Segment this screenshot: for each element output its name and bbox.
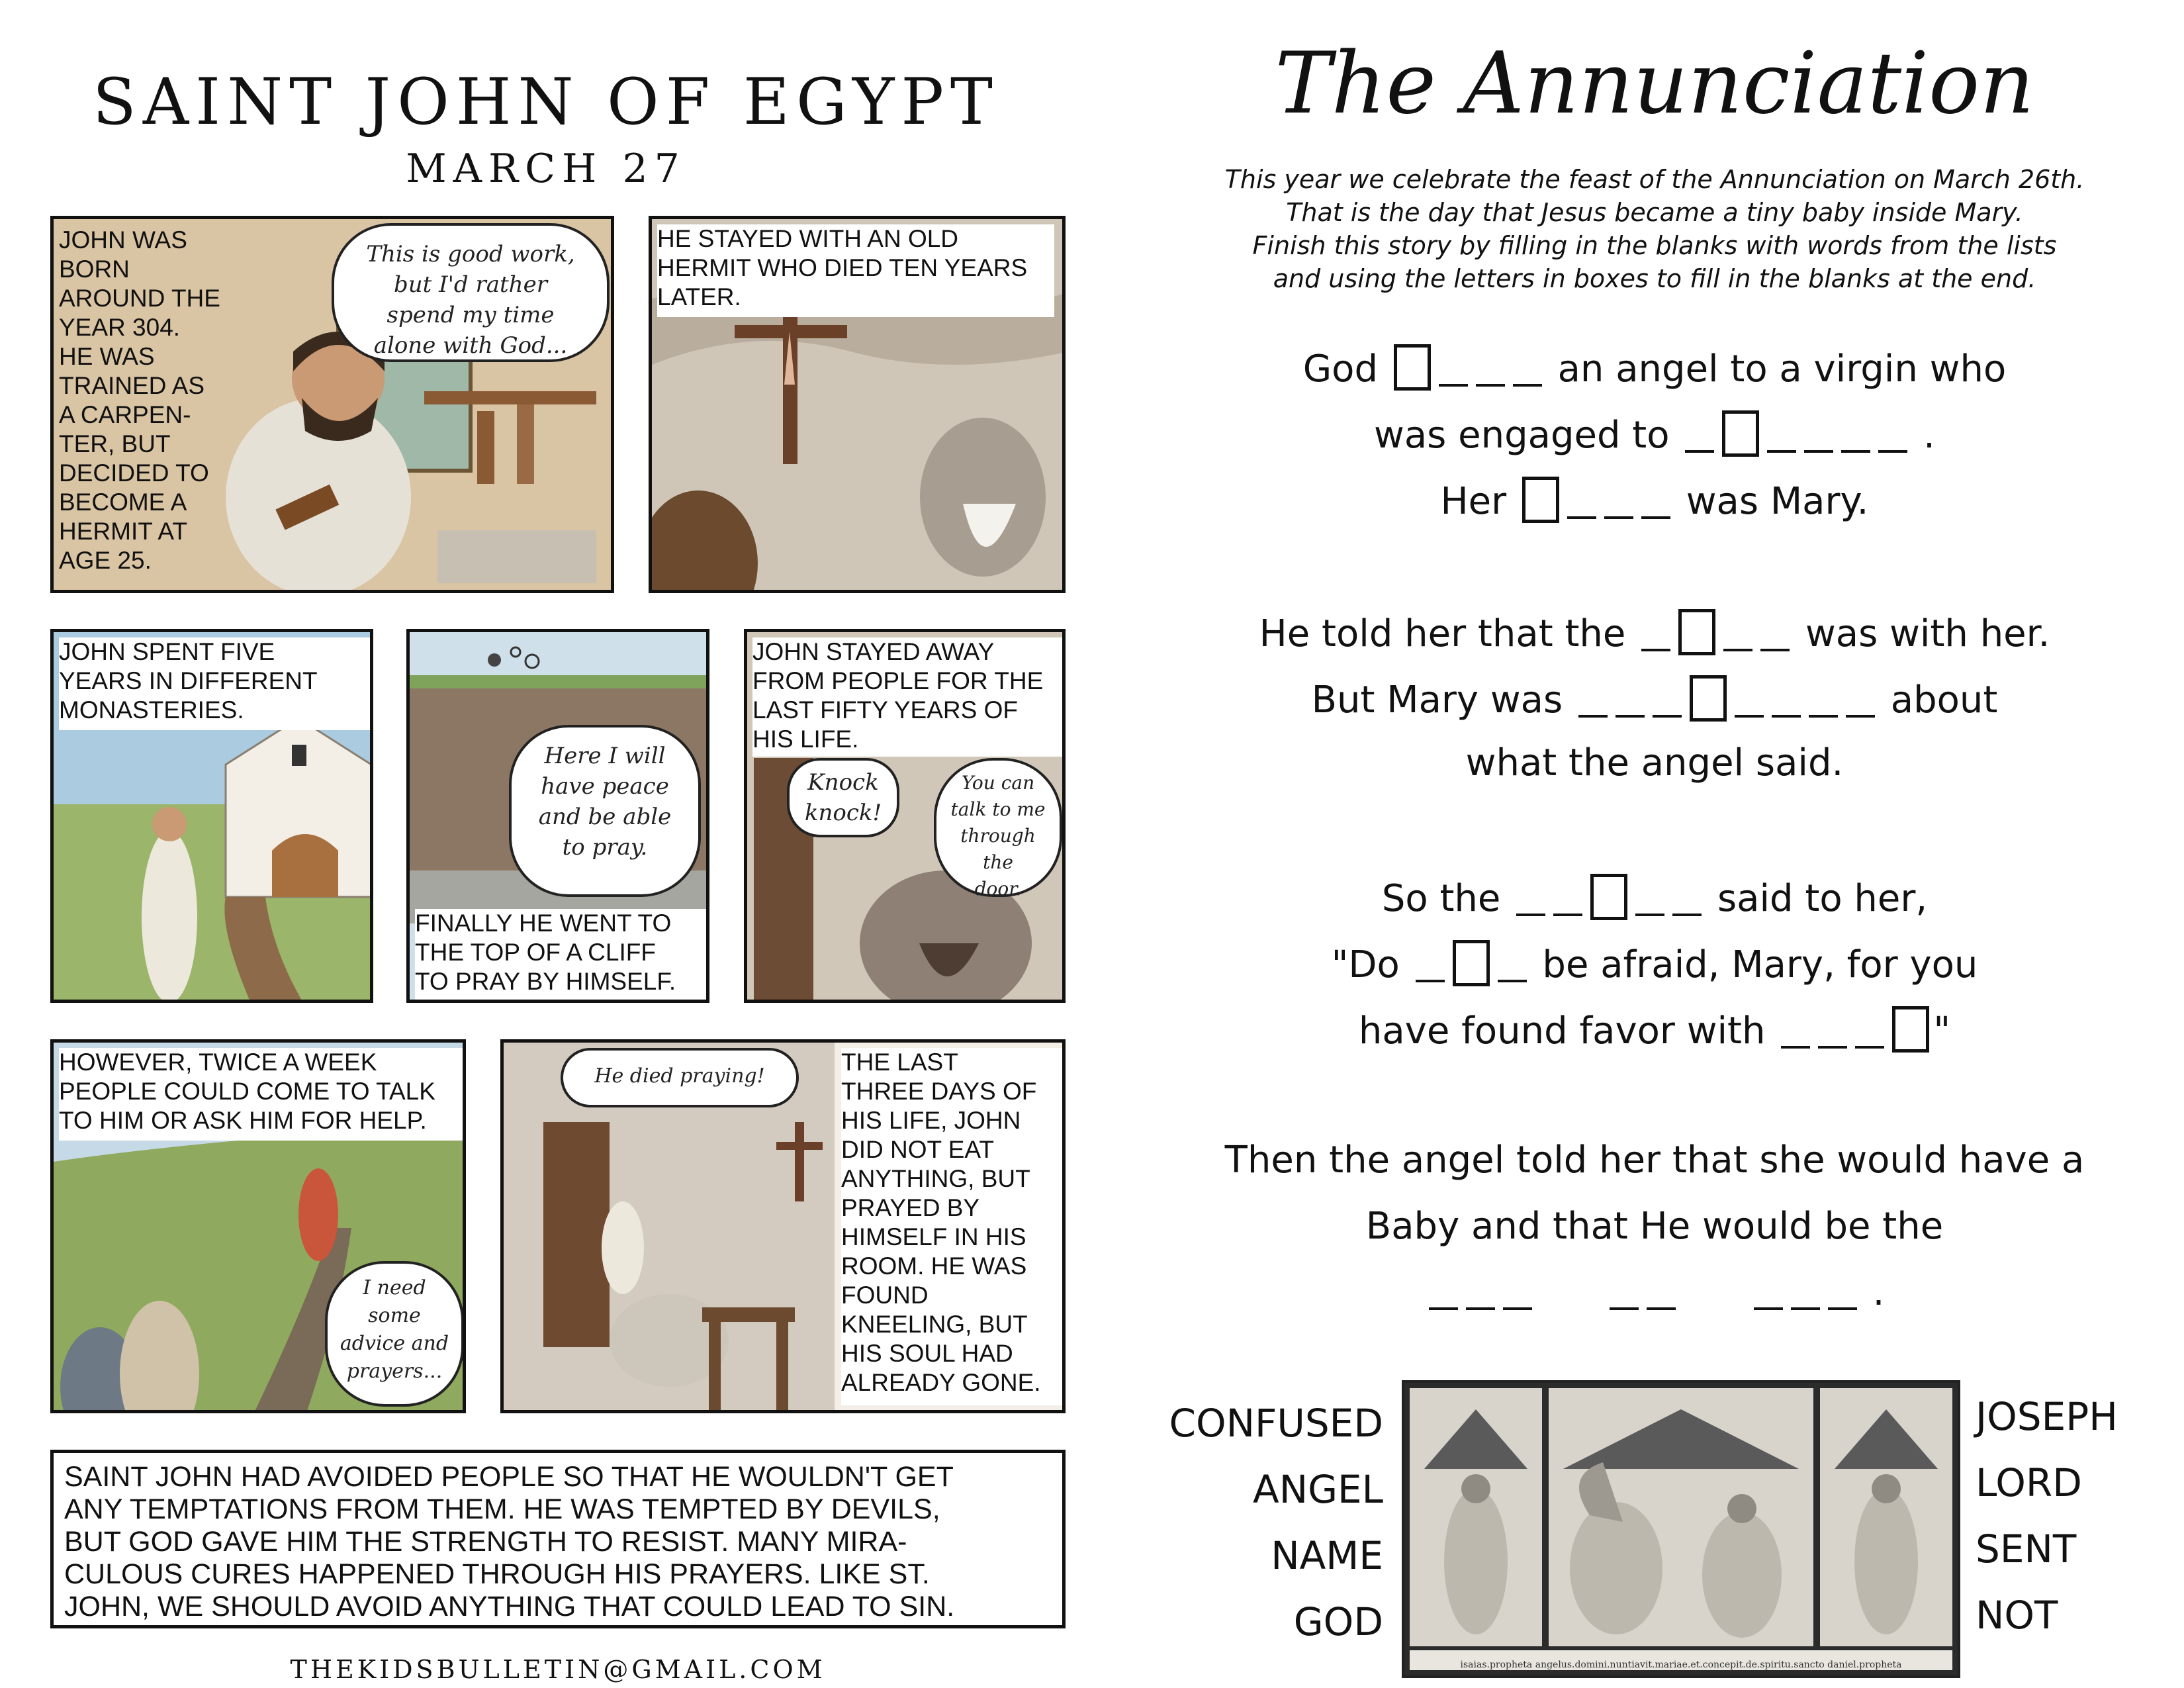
letter-blank[interactable] <box>1578 715 1608 718</box>
panel-caption: JOHN WAS BORN AROUND THE YEAR 304. HE WAS TRAINED AS A CARPEN- TER, BUT DECIDED TO BECOME A HERMIT AT AGE 25. <box>59 226 220 574</box>
letter-blank[interactable] <box>1647 1307 1676 1310</box>
comic-panel-visitors <box>50 1039 466 1413</box>
annunciation-engraving <box>1402 1380 1960 1678</box>
word-item: JOSEPH <box>1976 1394 2118 1439</box>
speech-bubble: I need some advice and prayers... <box>325 1261 464 1407</box>
letter-blank[interactable] <box>1772 715 1801 718</box>
letter-blank[interactable] <box>1439 384 1468 387</box>
letter-blank[interactable] <box>1498 980 1527 982</box>
panel-caption: FINALLY HE WENT TO THE TOP OF A CLIFF TO PRAY BY HIMSELF. <box>415 909 706 1002</box>
summary-box <box>50 1450 1066 1628</box>
story-line-3: Her was Mary. <box>1178 477 2131 523</box>
word-list-left <box>1152 1390 1383 1655</box>
comic-panel-door <box>744 629 1066 1003</box>
letter-blank[interactable] <box>1641 516 1670 519</box>
word-item: CONFUSED <box>1169 1401 1383 1446</box>
annunciation-title: The Annunciation <box>1275 34 2034 133</box>
letter-blank[interactable] <box>1828 1307 1857 1310</box>
story-line-1: God an angel to a virgin who <box>1178 344 2131 391</box>
story-line-11: Baby and that He would be the <box>1365 1205 1944 1248</box>
letter-blank[interactable] <box>1760 649 1790 651</box>
letter-blank[interactable] <box>1416 980 1445 982</box>
panel-caption: JOHN STAYED AWAY FROM PEOPLE FOR THE LAST FIFTY YEARS OF HIS LIFE. <box>752 637 1064 757</box>
intro-text <box>1178 163 2131 295</box>
letter-box[interactable] <box>1722 410 1759 457</box>
saint-title: SAINT JOHN OF EGYPT <box>93 65 999 139</box>
story-line-4: He told her that the was with her. <box>1178 609 2131 655</box>
story-line-12: . <box>1178 1271 2131 1314</box>
letter-blank[interactable] <box>1767 450 1796 453</box>
letter-blank[interactable] <box>1878 450 1907 453</box>
letter-box[interactable] <box>1678 609 1715 655</box>
panel-caption: THE LAST THREE DAYS OF HIS LIFE, JOHN DID NOT EAT ANYTHING, BUT PRAYED BY HIMSELF IN HIS ROOM. HE WAS FOUND KNEELING, BUT HIS SOUL HAD ALREADY GONE. <box>841 1048 1064 1405</box>
story-line-6: what the angel said. <box>1465 741 1844 784</box>
letter-box[interactable] <box>1453 940 1490 986</box>
letter-blank[interactable] <box>1804 450 1833 453</box>
letter-blank[interactable] <box>1503 1307 1532 1310</box>
letter-blank[interactable] <box>1723 649 1752 651</box>
story-line-5: But Mary was about <box>1178 675 2131 722</box>
summary-text: SAINT JOHN HAD AVOIDED PEOPLE SO THAT HE WOULDN'T GET ANY TEMPTATIONS FROM THEM. HE WAS TEMPTED BY DEVILS, BUT GOD GAVE HIM THE STRENGTH TO RESIST. MANY MIRA- CULOUS CURES HAPPENED THROUGH HIS PRAYERS. LIKE ST. JOHN, WE SHOULD AVOID ANYTHING THAT COULD LEAD TO SIN. <box>64 1461 955 1622</box>
feast-date: MARCH 27 <box>406 146 686 192</box>
thought-bubble: Here I will have peace and be able to pray. <box>509 725 701 897</box>
word-item: ANGEL <box>1253 1467 1383 1512</box>
engraving-caption: isaias.propheta angelus.domini.nuntiavit.mariae.et.concepit.de.spiritu.sancto daniel.propheta <box>1460 1660 1902 1670</box>
intro-line: This year we celebrate the feast of the Annunciation on March 26th. <box>1224 165 2085 194</box>
letter-blank[interactable] <box>1791 1307 1820 1310</box>
panel-caption: HOWEVER, TWICE A WEEK PEOPLE COULD COME TO TALK TO HIM OR ASK HIM FOR HELP. <box>59 1048 463 1141</box>
letter-blank[interactable] <box>1841 450 1870 453</box>
panel-caption: HE STAYED WITH AN OLD HERMIT WHO DIED TEN YEARS LATER. <box>657 224 1054 317</box>
word-list-right <box>1976 1383 2161 1648</box>
story-line-7: So the said to her, <box>1178 874 2131 920</box>
letter-blank[interactable] <box>1846 715 1875 718</box>
letter-blank[interactable] <box>1615 715 1645 718</box>
word-item: SENT <box>1976 1526 2077 1571</box>
letter-blank[interactable] <box>1781 1046 1810 1049</box>
speech-bubble: He died praying! <box>561 1048 799 1107</box>
letter-blank[interactable] <box>1754 1307 1783 1310</box>
letter-blank[interactable] <box>1466 1307 1495 1310</box>
speech-bubble: This is good work, but I'd rather spend my time alone with God... <box>332 223 610 362</box>
engraving-illustration <box>1404 1383 1958 1675</box>
letter-blank[interactable] <box>1516 914 1545 916</box>
letter-box[interactable] <box>1590 874 1627 920</box>
intro-line: Finish this story by filling in the blanks with words from the lists <box>1252 231 2057 260</box>
intro-line: That is the day that Jesus became a tiny baby inside Mary. <box>1286 198 2023 227</box>
letter-blank[interactable] <box>1809 715 1838 718</box>
story-line-10: Then the angel told her that she would have a <box>1224 1139 2085 1182</box>
letter-box[interactable] <box>1522 477 1559 523</box>
panel-caption: JOHN SPENT FIVE YEARS IN DIFFERENT MONASTERIES. <box>59 637 370 730</box>
word-item: NAME <box>1271 1533 1383 1578</box>
letter-blank[interactable] <box>1641 649 1670 651</box>
letter-blank[interactable] <box>1604 516 1633 519</box>
letter-blank[interactable] <box>1735 715 1764 718</box>
comic-panel-monastery <box>50 629 373 1003</box>
letter-blank[interactable] <box>1429 1307 1458 1310</box>
letter-blank[interactable] <box>1818 1046 1847 1049</box>
story-line-8: "Do be afraid, Mary, for you <box>1178 940 2131 986</box>
letter-blank[interactable] <box>1610 1307 1639 1310</box>
letter-box[interactable] <box>1690 675 1727 722</box>
letter-blank[interactable] <box>1855 1046 1884 1049</box>
story-line-2: was engaged to . <box>1178 410 2131 457</box>
word-item: LORD <box>1976 1460 2082 1505</box>
letter-blank[interactable] <box>1476 384 1505 387</box>
comic-panel-cliff <box>406 629 709 1003</box>
contact-email: THEKIDSBULLETIN@GMAIL.COM <box>290 1655 826 1684</box>
letter-box[interactable] <box>1892 1006 1929 1053</box>
comic-panel-old-hermit <box>649 216 1066 593</box>
story-line-9: have found favor with " <box>1178 1006 2131 1053</box>
letter-blank[interactable] <box>1567 516 1596 519</box>
letter-box[interactable] <box>1394 344 1431 391</box>
intro-line: and using the letters in boxes to fill in the blanks at the end. <box>1273 264 2036 293</box>
comic-panel-carpenter <box>50 216 614 593</box>
word-item: NOT <box>1976 1593 2058 1638</box>
letter-blank[interactable] <box>1685 450 1714 453</box>
letter-blank[interactable] <box>1672 914 1702 916</box>
speech-bubble-knock: Knock knock! <box>787 758 899 837</box>
letter-blank[interactable] <box>1513 384 1542 387</box>
comic-panel-death <box>500 1039 1066 1413</box>
letter-blank[interactable] <box>1635 914 1664 916</box>
word-item: GOD <box>1293 1599 1383 1644</box>
speech-bubble: You can talk to me through the door. <box>934 758 1062 897</box>
letter-blank[interactable] <box>1653 715 1682 718</box>
letter-blank[interactable] <box>1553 914 1582 916</box>
